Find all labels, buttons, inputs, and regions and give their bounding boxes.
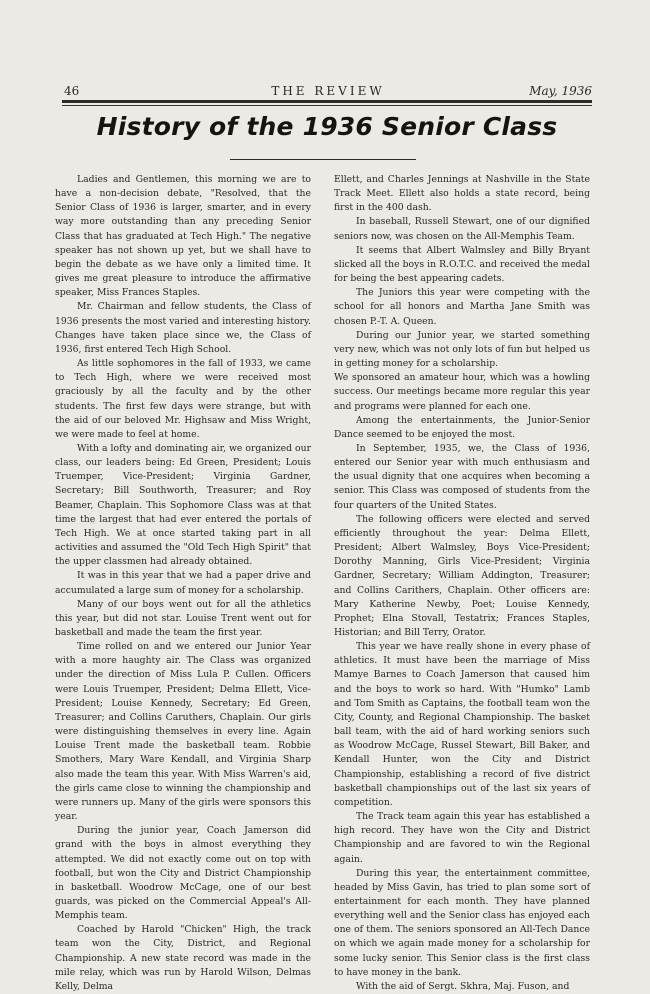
article-paragraph: With a lofty and dominating air, we organized our class, our leaders being: Ed Green, President; Louis Truemper, Vice-President; Virginia Gardner, Secretary; Bill Southworth, Treasurer; and Roy Beamer, Chaplain. This Sophomore Class was at that time the largest that had ever entered the portals of Tech High. We at once started taking part in all activities and assumed the "Old Tech High Spirit" that the upper classmen had already obtained. bbox=[55, 442, 311, 568]
issue-date: May, 1936 bbox=[529, 84, 592, 98]
article-paragraph: With the aid of Sergt. Skhra, Maj. Fuson, and bbox=[356, 980, 570, 992]
article-paragraph: Coached by Harold "Chicken" High, the track team won the City, District, and Regional Championship. A new state record was made in the mile relay, which was run by Harold Wilson, Delmas Kelly, Delma bbox=[55, 924, 311, 992]
article-paragraph: In September, 1935, we, the Class of 1936, entered our Senior year with much enthusiasm and the usual dignity that one acquires when becoming a senior. This Class was composed of students from the four quarters of the United States. bbox=[334, 442, 590, 511]
article-paragraph: Time rolled on and we entered our Junior Year with a more haughty air. The Class was organized under the direction of Miss Lula P. Cullen. Officers were Louis Truemper, President; Delma Ellett, Vice-President; Louise Kennedy, Secretary; Ed Green, Treasurer; and Collins Caruthers, Chaplain. Our girls were distinguishing themselves in every line. Again Louise Trent made the basketball team. Robbie Smothers, Mary Ware Kendall, and Virginia Sharp also made the team this year. With Miss Warren's aid, the girls came close to winning the championship and were runners up. Many of the girls were sponsors this year. bbox=[55, 641, 311, 823]
article-paragraph: It seems that Albert Walmsley and Billy Bryant slicked all the boys in R.O.T.C. and received the medal for being the best appearing cadets. bbox=[334, 244, 590, 285]
article-paragraph: Ladies and Gentlemen, this morning we are to have a non-decision debate, "Resolved, that the Senior Class of 1936 is larger, smarter, and in every way more outstanding than any preceding Senior Class that has graduated at Tech High." The negative speaker has not shown up yet, but we shall have to begin the debate as we have only a limited time. It gives me great pleasure to introduce the affirmative speaker, Miss Frances Staples. bbox=[55, 174, 311, 299]
article-paragraph: It was in this year that we had a paper drive and accumulated a large sum of money for a scholarship. bbox=[55, 570, 311, 596]
title-underline bbox=[230, 159, 416, 160]
header-rule-thin bbox=[62, 105, 592, 106]
article-paragraph: Ellett, and Charles Jennings at Nashville in the State Track Meet. Ellett also holds a state record, being first in the 400 dash. bbox=[334, 174, 590, 214]
right-text-column bbox=[334, 173, 590, 992]
journal-name: THE REVIEW bbox=[271, 84, 385, 98]
article-paragraph: This year we have really shone in every phase of athletics. It must have been the marriage of Miss Mamye Barnes to Coach Jamerson that caused him and the boys to work so hard. With "Humko" Lamb and Tom Smith as Captains, the football team won the City, County, and Regional Championship. The basket ball team, with the aid of hard working seniors such as Woodrow McCage, Russel Stewart, Bill Baker, and Kendall Hunter, won the City and District Championship, establishing a record of five district basketball championships out of the last six years of competition. bbox=[334, 641, 590, 808]
article-paragraph: During the junior year, Coach Jamerson did grand with the boys in almost everything they attempted. We did not exactly come out on top with football, but won the City and District Championship in basketball. Woodrow McCage, one of our best guards, was picked on the Commercial Appeal's All-Memphis team. bbox=[55, 825, 311, 922]
article-paragraph: The Juniors this year were competing with the school for all honors and Martha Jane Smith was chosen P.-T. A. Queen. bbox=[334, 287, 590, 327]
article-paragraph: We sponsored an amateur hour, which was a howling success. Our meetings became more regular this year and programs were planned for each one. bbox=[334, 372, 590, 412]
article-paragraph: As little sophomores in the fall of 1933, we came to Tech High, where we were received most graciously by all the faculty and by the other students. The first few days were strange, but with the aid of our beloved Mr. Highsaw and Miss Wright, we were made to feel at home. bbox=[55, 358, 311, 440]
article-paragraph: Mr. Chairman and fellow students, the Class of 1936 presents the most varied and interesting history. Changes have taken place since we, the Class of 1936, first entered Tech High School. bbox=[55, 301, 311, 355]
article-paragraph: Many of our boys went out for all the athletics this year, but did not star. Louise Trent went out for basketball and made the team the first year. bbox=[55, 598, 311, 638]
article-paragraph: The Track team again this year has established a high record. They have won the City and District Championship and are favored to win the Regional again. bbox=[334, 811, 590, 865]
left-text-column bbox=[55, 173, 311, 992]
article-paragraph: The following officers were elected and served efficiently throughout the year: Delma Ellett, President; Albert Walmsley, Boys Vice-President; Dorothy Manning, Girls Vice-President; Virginia Gardner, Secretary; William Addington, Treasurer; and Collins Carithers, Chaplain. Other officers are: Mary Katherine Newby, Poet; Louise Kennedy, Prophet; Elna Stovall, Testatrix; Frances Staples, Historian; and Bill Terry, Orator. bbox=[334, 513, 590, 638]
article-paragraph: Among the entertainments, the Junior-Senior Dance seemed to be enjoyed the most. bbox=[334, 414, 590, 440]
article-paragraph: In baseball, Russell Stewart, one of our dignified seniors now, was chosen on the All-Memphis Team. bbox=[334, 216, 590, 242]
article-paragraph: During this year, the entertainment committee, headed by Miss Gavin, has tried to plan some sort of entertainment for each month. They have planned everything well and the Senior class has enjoyed each one of them. The seniors sponsored an All-Tech Dance on which we again made money for a scholarship for some lucky senior. This Senior class is the first class to have money in the bank. bbox=[334, 867, 590, 978]
article-title: History of the 1936 Senior Class bbox=[96, 112, 558, 141]
header-rule-thick bbox=[62, 100, 592, 103]
article-paragraph: During our Junior year, we started something very new, which was not only lots of fun but helped us in getting money for a scholarship. bbox=[334, 329, 590, 370]
page-number: 46 bbox=[64, 84, 80, 98]
running-header bbox=[64, 84, 592, 100]
